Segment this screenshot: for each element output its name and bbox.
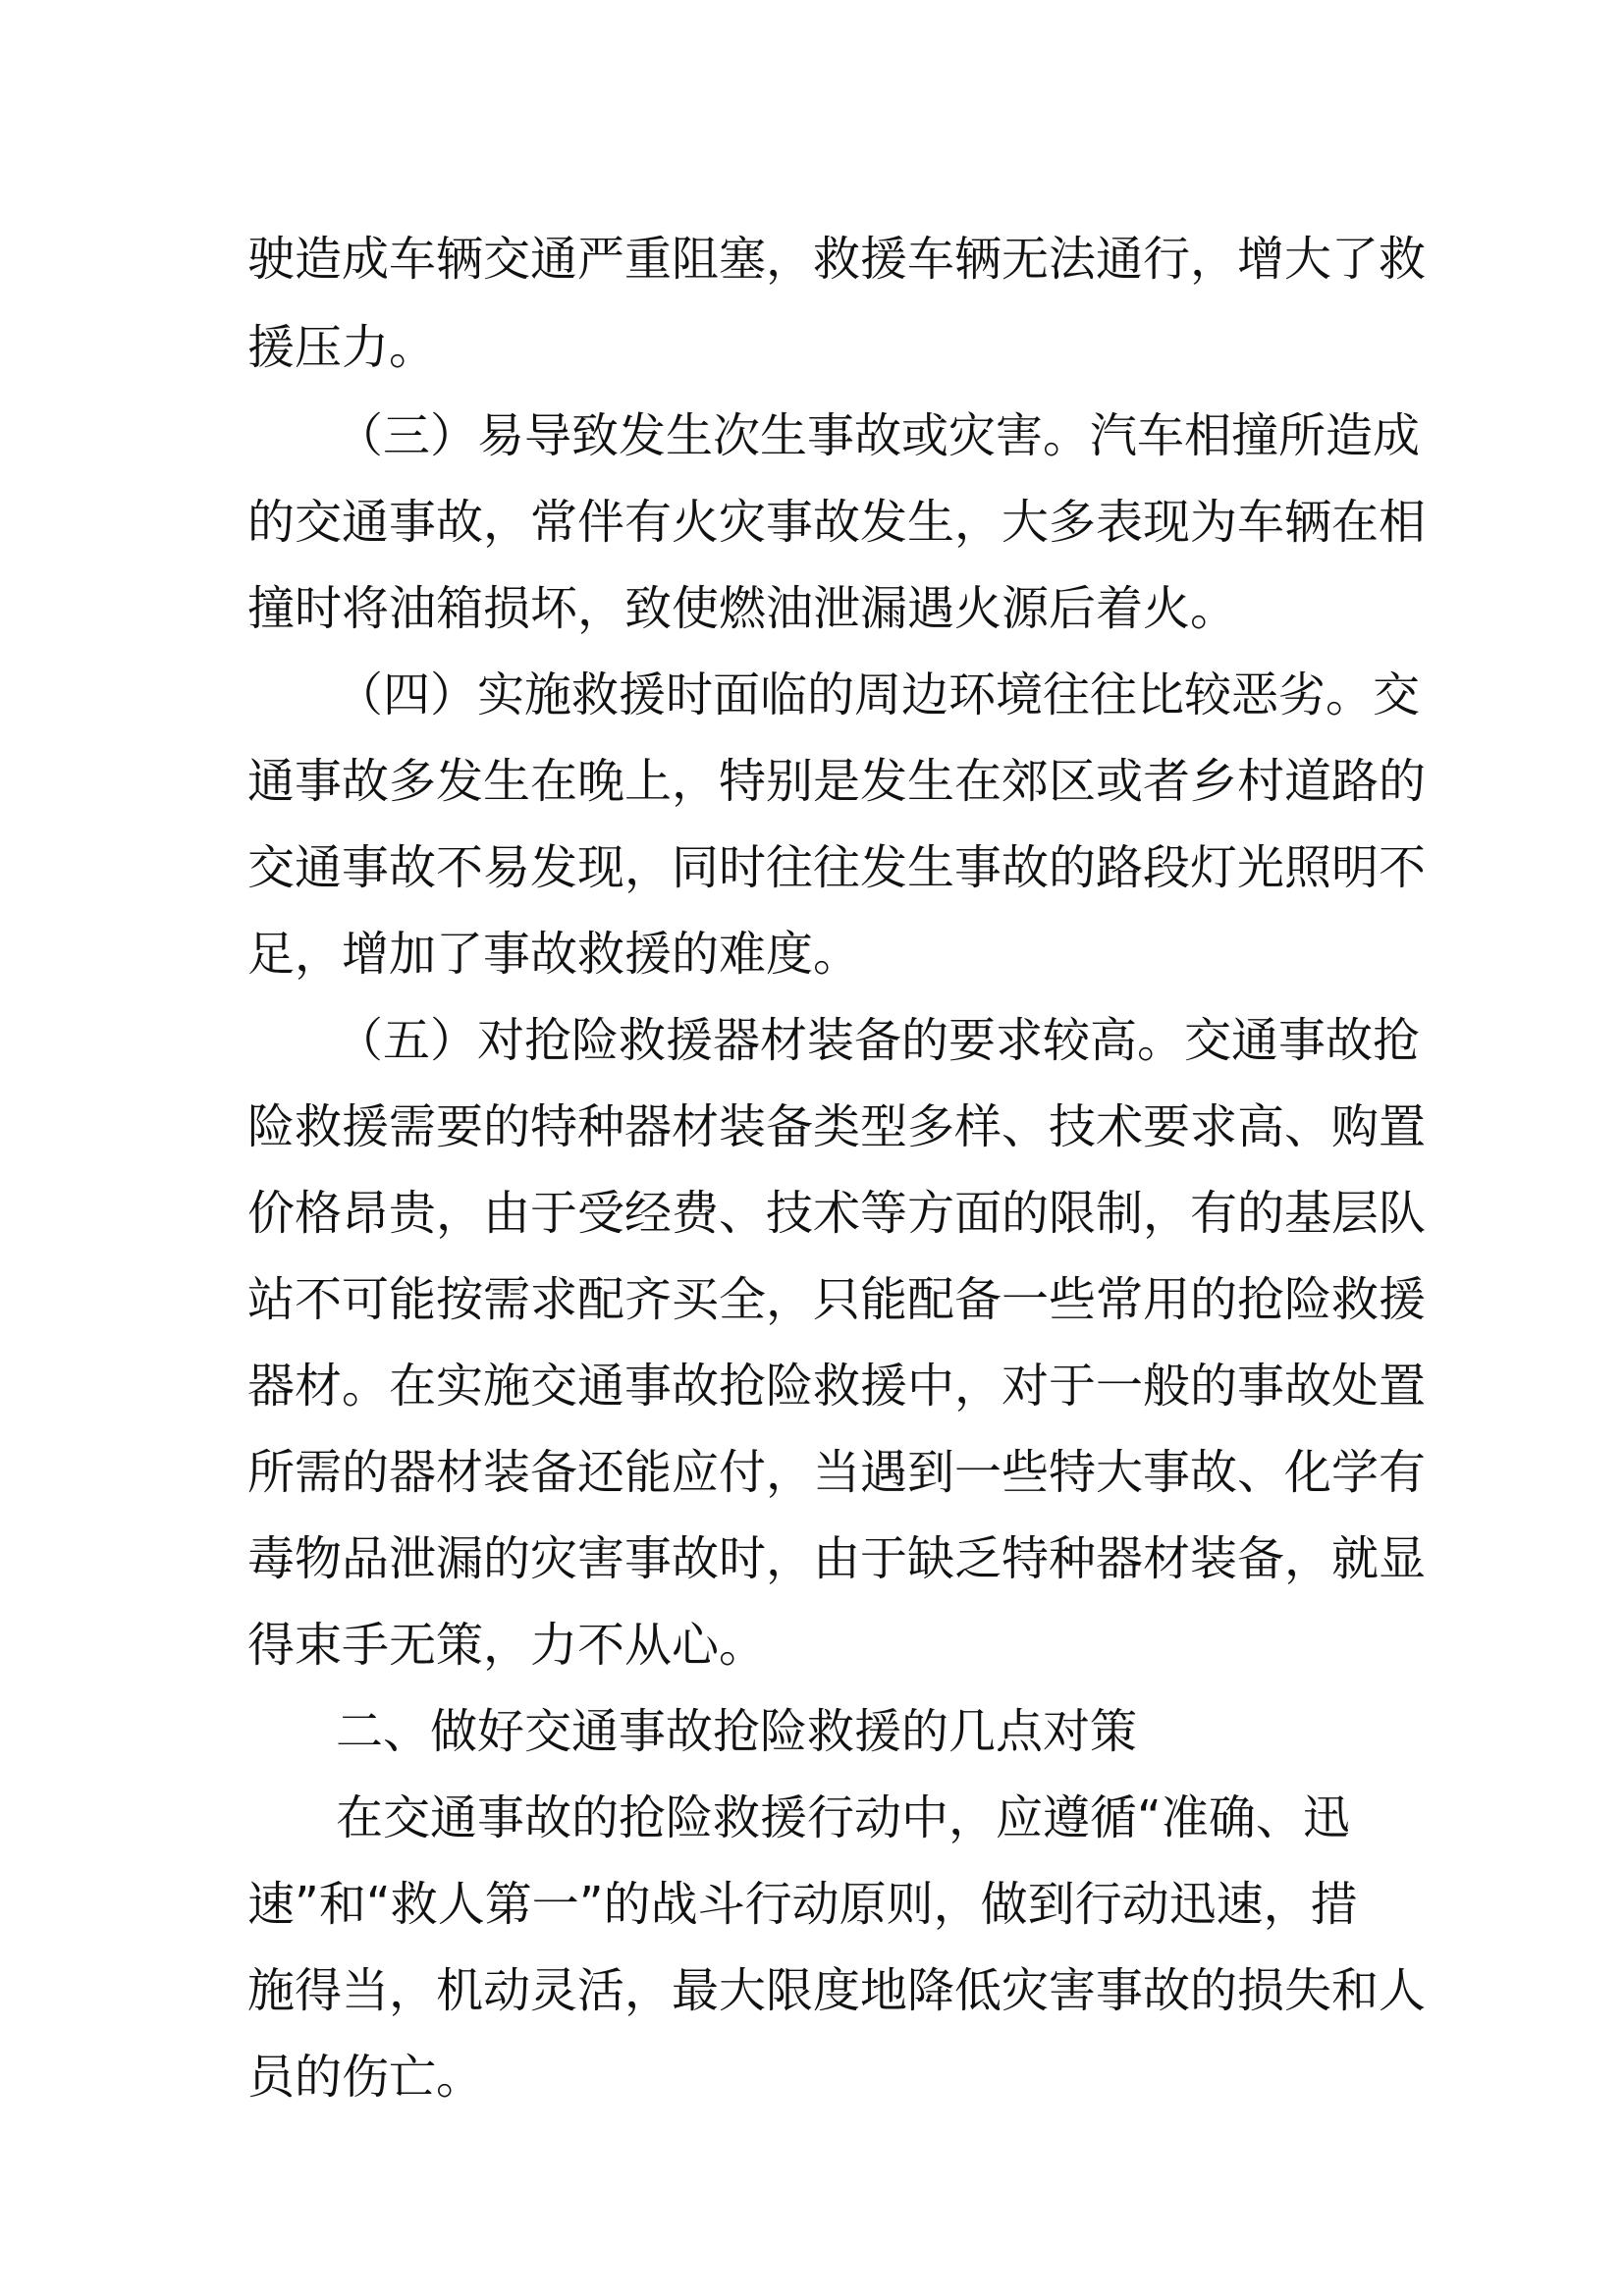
- section-heading-line: （四）实施救援时面临的周边环境往往比较恶劣。交: [336, 667, 1421, 722]
- text-line: 援压力。: [247, 320, 437, 375]
- text-line: 毒物品泄漏的灾害事故时，由于缺乏特种器材装备，就显: [247, 1531, 1427, 1586]
- text-line: 的交通事故，常伴有火灾事故发生，大多表现为车辆在相: [247, 495, 1427, 550]
- section-title-line: 二、做好交通事故抢险救援的几点对策: [336, 1704, 1138, 1759]
- text-line: 员的伤亡。: [247, 2050, 484, 2105]
- text-line: 站不可能按需求配齐买全，只能配备一些常用的抢险救援: [247, 1272, 1427, 1327]
- text-line: 通事故多发生在晚上，特别是发生在郊区或者乡村道路的: [247, 754, 1427, 809]
- text-line: 在交通事故的抢险救援行动中，应遵循“准确、迅: [336, 1790, 1350, 1845]
- section-heading-line: （三）易导致发生次生事故或灾害。汽车相撞所造成: [336, 408, 1421, 463]
- text-line: 得束手无策，力不从心。: [247, 1618, 767, 1673]
- text-line: 施得当，机动灵活，最大限度地降低灾害事故的损失和人: [247, 1963, 1427, 2018]
- text-line: 交通事故不易发现，同时往往发生事故的路段灯光照明不: [247, 840, 1427, 895]
- text-line: 速”和“救人第一”的战斗行动原则，做到行动迅速，措: [247, 1877, 1358, 1932]
- text-line: 所需的器材装备还能应付，当遇到一些特大事故、化学有: [247, 1445, 1427, 1500]
- text-line: 器材。在实施交通事故抢险救援中，对于一般的事故处置: [247, 1359, 1427, 1414]
- text-line: 撞时将油箱损坏，致使燃油泄漏遇火源后着火。: [247, 581, 1238, 636]
- text-line: 足，增加了事故救援的难度。: [247, 927, 861, 982]
- text-line: 险救援需要的特种器材装备类型多样、技术要求高、购置: [247, 1099, 1427, 1154]
- section-heading-line: （五）对抢险救援器材装备的要求较高。交通事故抢: [336, 1013, 1421, 1068]
- text-line: 驶造成车辆交通严重阻塞，救援车辆无法通行，增大了救: [247, 232, 1427, 287]
- text-line: 价格昂贵，由于受经费、技术等方面的限制，有的基层队: [247, 1186, 1427, 1241]
